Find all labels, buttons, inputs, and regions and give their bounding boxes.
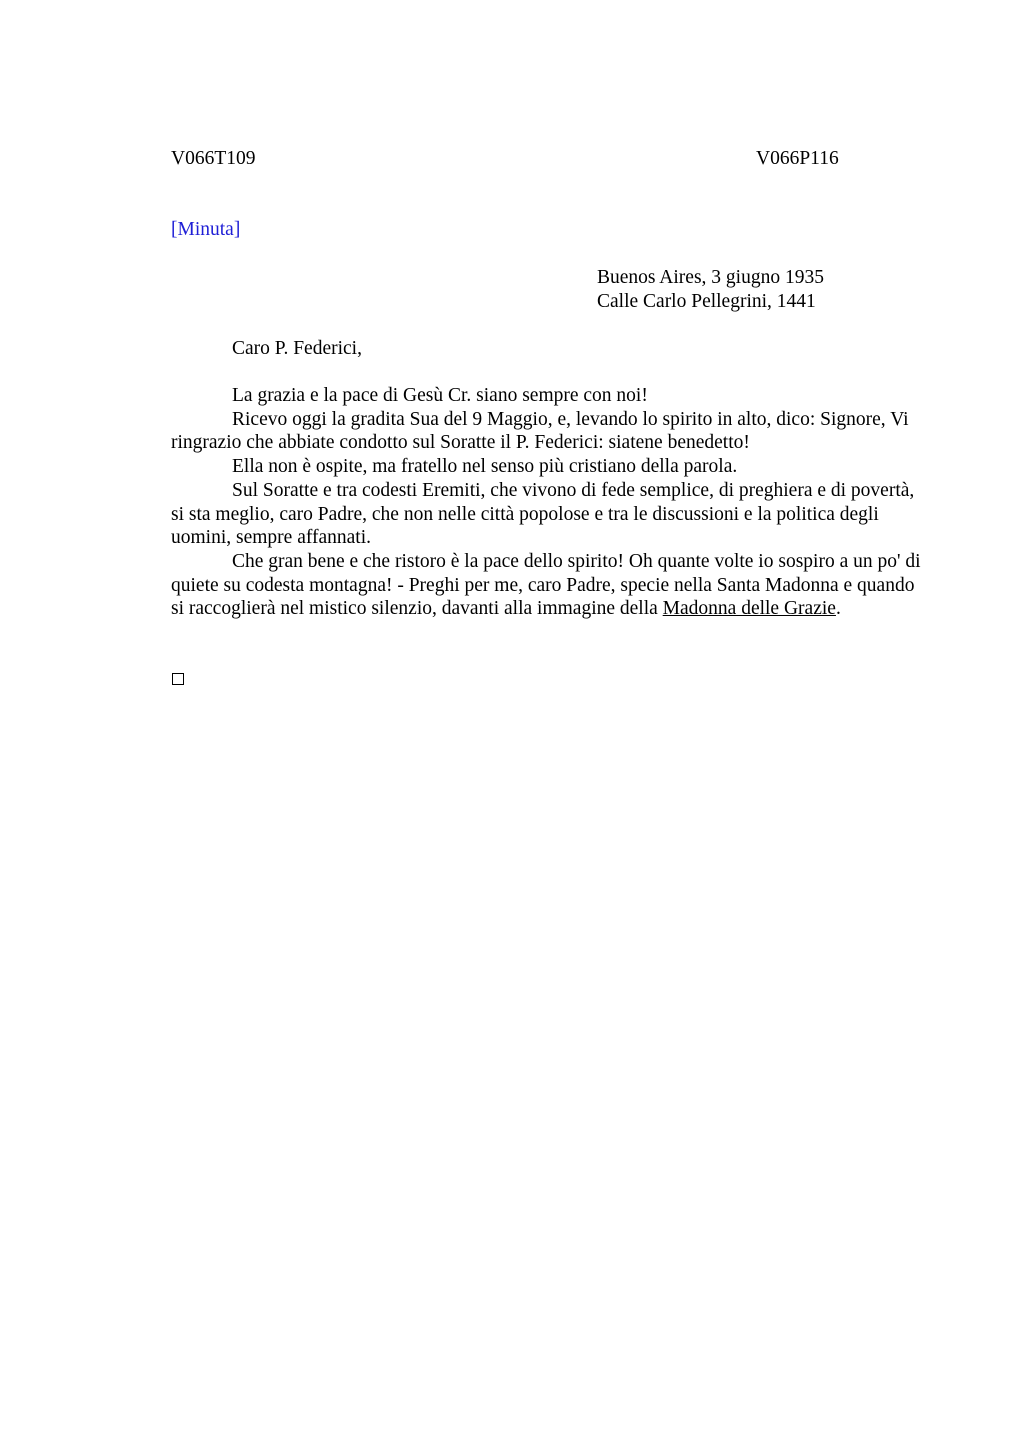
salutation: Caro P. Federici, — [232, 338, 362, 359]
end-square-icon — [172, 673, 184, 685]
paragraph-prayer-text: Che gran bene e che ristoro è la pace dello spirito! Oh quante volte io sospiro a un po' di quiete su codesta montagna! - Preghi per me, caro Padre, specie nella Santa Madonna e quando si raccoglierà nel mistico silenzio, davanti alla immagine della — [171, 550, 921, 620]
paragraph-brother: Ella non è ospite, ma fratello nel senso più cristiano della parola. — [232, 456, 738, 478]
paragraph-greeting: La grazia e la pace di Gesù Cr. siano sempre con noi! — [232, 385, 648, 406]
place-date-block — [597, 266, 824, 314]
paragraph-prayer-end: . — [835, 598, 841, 620]
document-reference-right: V066P116 — [756, 148, 839, 169]
paragraph-thanks: Ricevo oggi la gradita Sua del 9 Maggio, e, levando lo spirito in alto, dico: Signore, Vi ringrazio che abbiate condotto sul Soratte il P. Federici: siatene benedetto! — [171, 408, 909, 454]
underlined-madonna-delle-grazie: Madonna delle Grazie — [662, 598, 836, 620]
place-date-line: Buenos Aires, 3 giugno 1935 — [597, 267, 824, 288]
letter-body — [171, 384, 931, 621]
document-reference-left: V066T109 — [171, 148, 256, 169]
paragraph-soratte: Sul Soratte e tra codesti Eremiti, che vivono di fede semplice, di preghiera e di povertà, si sta meglio, caro Padre, che non nelle città popolose e tra le discussioni e la politica degli uomini, sempre affannati. — [171, 479, 915, 549]
paragraph-prayer — [171, 550, 931, 621]
address-line: Calle Carlo Pellegrini, 1441 — [597, 291, 816, 312]
minuta-label: [Minuta] — [171, 219, 241, 240]
